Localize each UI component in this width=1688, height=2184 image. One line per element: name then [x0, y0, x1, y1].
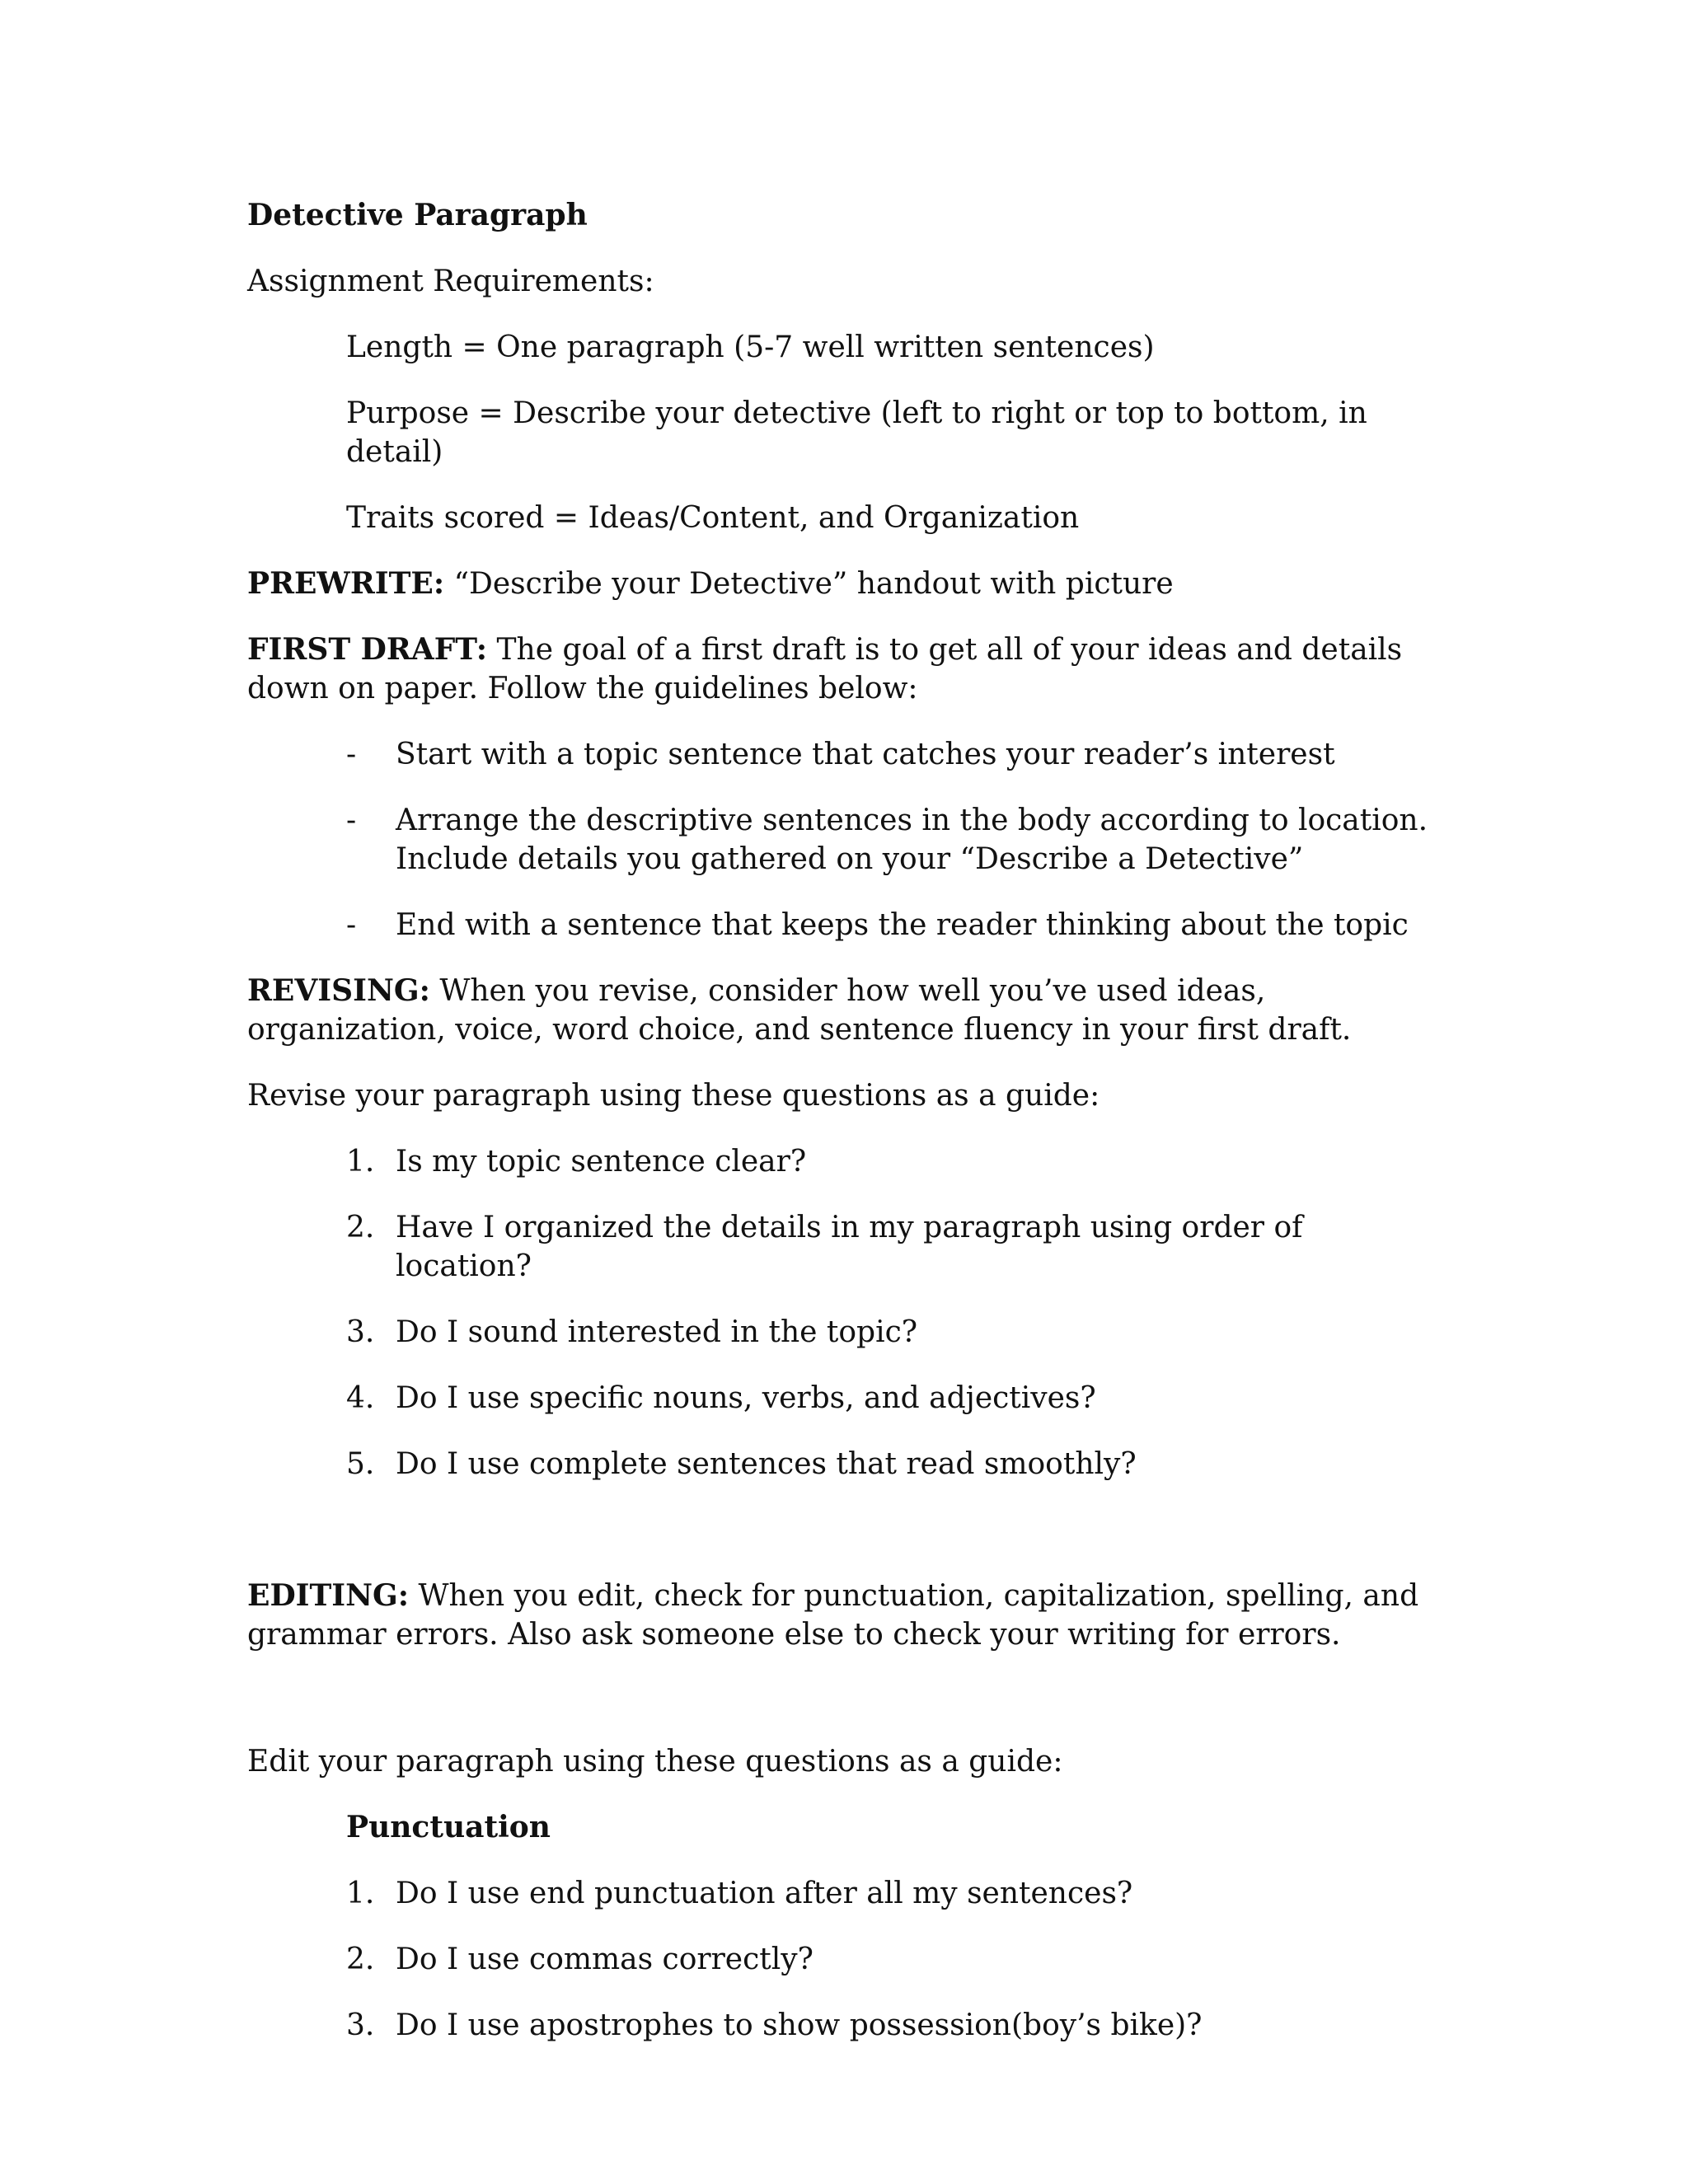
list-item: [247, 1445, 1434, 1483]
punctuation-subheading: Punctuation: [346, 1810, 551, 1844]
list-number: 1.: [346, 1877, 375, 1910]
revising-label: REVISING:: [247, 973, 430, 1008]
editing-label: EDITING:: [247, 1578, 410, 1613]
list-number: 4.: [346, 1381, 375, 1415]
list-number: 3.: [346, 2008, 375, 2042]
guideline-text: Start with a topic sentence that catches your reader’s interest: [396, 738, 1335, 771]
list-item: [247, 1940, 1434, 1979]
question-text: Do I use commas correctly?: [396, 1943, 814, 1976]
list-item: [247, 735, 1434, 774]
list-number: 5.: [346, 1447, 375, 1481]
revising-text: When you revise, consider how well you’ve used ideas, organization, voice, word choice, and sentence fluency in your first draft.: [247, 974, 1352, 1047]
first-draft-paragraph: [247, 630, 1434, 708]
first-draft-label: FIRST DRAFT:: [247, 632, 488, 667]
bullet-marker: -: [346, 738, 357, 771]
list-number: 1.: [346, 1145, 375, 1179]
question-text: Have I organized the details in my paragraph using order of location?: [396, 1211, 1303, 1283]
document-page: [247, 196, 1434, 2072]
bullet-marker: -: [346, 908, 357, 942]
document-title: Detective Paragraph: [247, 198, 588, 232]
requirement-length: Length = One paragraph (5-7 well written sentences): [346, 330, 1155, 364]
list-item: [247, 1142, 1434, 1181]
bullet-marker: -: [346, 804, 357, 837]
requirements-heading: Assignment Requirements:: [247, 265, 654, 298]
prewrite-label: PREWRITE:: [247, 566, 445, 601]
prewrite-text: “Describe your Detective” handout with picture: [444, 567, 1174, 601]
question-text: Do I use complete sentences that read smoothly?: [396, 1447, 1137, 1481]
list-item: [247, 906, 1434, 944]
prewrite-paragraph: [247, 565, 1434, 603]
question-text: Do I use specific nouns, verbs, and adjectives?: [396, 1381, 1096, 1415]
spacer: [247, 1511, 1434, 1577]
list-item: [247, 2006, 1434, 2045]
list-item: [247, 1313, 1434, 1352]
question-text: Do I use apostrophes to show possession(boy’s bike)?: [396, 2008, 1203, 2042]
list-item: [247, 1874, 1434, 1913]
question-text: Do I sound interested in the topic?: [396, 1315, 918, 1349]
list-item: [247, 1379, 1434, 1418]
revising-paragraph: [247, 972, 1434, 1049]
first-draft-text: The goal of a first draft is to get all of your ideas and details down on paper. Follow the guidelines below:: [247, 633, 1403, 705]
revising-intro: Revise your paragraph using these questions as a guide:: [247, 1079, 1100, 1113]
editing-intro: Edit your paragraph using these questions as a guide:: [247, 1745, 1063, 1779]
list-item: [247, 1208, 1434, 1286]
spacer: [247, 1681, 1434, 1742]
requirement-traits: Traits scored = Ideas/Content, and Organization: [346, 501, 1080, 535]
list-item: [247, 801, 1434, 879]
question-text: Do I use end punctuation after all my sentences?: [396, 1877, 1133, 1910]
editing-text: When you edit, check for punctuation, capitalization, spelling, and grammar errors. Also ask someone else to check your writing for errors.: [247, 1579, 1419, 1652]
list-number: 2.: [346, 1211, 375, 1244]
requirement-purpose: Purpose = Describe your detective (left to right or top to bottom, in detail): [346, 396, 1367, 469]
list-number: 2.: [346, 1943, 375, 1976]
guideline-text: Arrange the descriptive sentences in the body according to location. Include details you gathered on your “Describe a Detective”: [396, 804, 1428, 876]
list-number: 3.: [346, 1315, 375, 1349]
editing-paragraph: [247, 1577, 1434, 1654]
guideline-text: End with a sentence that keeps the reader thinking about the topic: [396, 908, 1409, 942]
question-text: Is my topic sentence clear?: [396, 1145, 807, 1179]
